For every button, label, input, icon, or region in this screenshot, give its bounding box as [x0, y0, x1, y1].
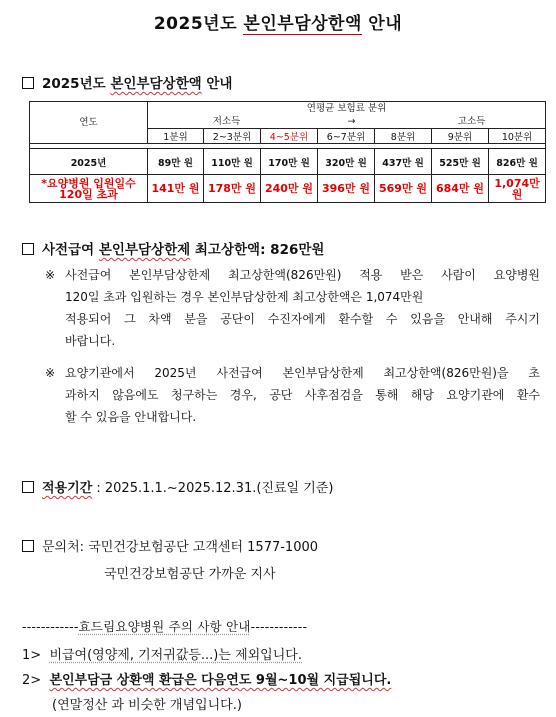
cap-value: 437만 원 [375, 149, 432, 175]
note-mark: ※ [45, 268, 56, 282]
cap-value: 320만 원 [318, 149, 375, 175]
decile-1: 1분위 [148, 129, 204, 144]
title-highlight: 본인부담상한액 [243, 14, 362, 34]
note-line: 과하지 않음에도 청구하는 경우, 공단 사후점검을 통해 해당 요양기관에 환수 [65, 388, 540, 402]
title-suffix: 안내 [361, 14, 403, 34]
checkbox-square-icon [22, 540, 34, 552]
year-header: 연도 [30, 102, 148, 144]
checkbox-square-icon [22, 243, 34, 255]
note-line: 요양기관에서 2025년 사전급여 본인부담상한제 최고상한액(826만원)을 초 [65, 366, 540, 380]
note-line: 120일 초과 입원하는 경우 본인부담상한제 최고상한액은 1,074만원 [65, 290, 424, 304]
contact-line2: 국민건강보험공단 가까운 지사 [104, 567, 276, 582]
note-line: 할 수 있음을 안내합니다. [65, 410, 197, 424]
decile-6-7: 6~7분위 [318, 129, 375, 144]
cap-value: 826만 원 [489, 149, 546, 175]
cap-value: 89만 원 [148, 149, 204, 175]
period-line [22, 477, 333, 496]
decile-8: 8분위 [375, 129, 432, 144]
long-stay-cap-value: 396만 원 [318, 175, 375, 203]
arrow-label: → [347, 116, 356, 127]
decile-4-5: 4~5분위 [261, 129, 318, 144]
note-line: 바랍니다. [65, 334, 116, 348]
long-stay-cap-value: 141만 원 [148, 175, 204, 203]
row-year: 2025년 [30, 149, 148, 175]
decile-10: 10분위 [489, 129, 546, 144]
contact-line [22, 536, 318, 555]
copay-cap-table [29, 101, 546, 203]
contact-line1: 국민건강보험공단 고객센터 1577-1000 [84, 540, 319, 555]
notice-item-2: 2> 본인부담금 상환액 환급은 다음연도 9월~10월 지급됩니다. [22, 673, 392, 688]
notice-title: 효드림요양병원 주의 사항 안내 [78, 619, 251, 634]
decile-9: 9분위 [432, 129, 489, 144]
notice-sub: (연말정산 과 비슷한 개념입니다.) [52, 698, 242, 713]
low-income-label: 저소득 [212, 116, 241, 127]
checkbox-square-icon [22, 481, 34, 493]
contact-label: 문의처: [42, 540, 85, 555]
long-stay-cap-value: 1,074만 원 [489, 175, 546, 203]
long-stay-cap-label: *요양병원 입원일수 120일 초과 [30, 175, 148, 203]
note-1 [45, 264, 540, 352]
page-title [0, 9, 556, 34]
cap-value: 525만 원 [432, 149, 489, 175]
checkbox-square-icon [22, 77, 34, 89]
long-stay-cap-value: 569만 원 [375, 175, 432, 203]
note-line: 적용되어 그 차액 분을 공단이 수진자에게 환수할 수 있음을 안내해 주시기 [65, 312, 540, 326]
period-label: 적용기간 [42, 481, 93, 496]
income-header: 연평균 보험료 분위 [148, 102, 546, 116]
notice-item-1: 1> 비급여(영양제, 기저귀값등...)는 제외입니다. [22, 648, 302, 663]
title-prefix: 2025년도 [153, 14, 244, 34]
decile-2-3: 2~3분위 [204, 129, 261, 144]
note-line: 사전급여 본인부담상한제 최고상한액(826만원) 적용 받은 사람이 요양병원 [65, 268, 540, 282]
notice-heading: ------------효드림요양병원 주의 사항 안내------------ [22, 619, 308, 634]
note-mark: ※ [45, 366, 56, 380]
period-value: : 2025.1.1.~2025.12.31.(진료일 기준) [92, 481, 334, 496]
long-stay-cap-value: 684만 원 [432, 175, 489, 203]
cap-value: 170만 원 [261, 149, 318, 175]
long-stay-cap-value: 178만 원 [204, 175, 261, 203]
cap-value: 110만 원 [204, 149, 261, 175]
long-stay-cap-value: 240만 원 [261, 175, 318, 203]
section-heading-2025: 2025년도 본인부담상한액 안내 [22, 72, 232, 92]
note-2 [45, 362, 540, 428]
section-heading-prepay: 사전급여 본인부담상한제 최고상한액: 826만원 [22, 238, 324, 258]
high-income-label: 고소득 [457, 116, 486, 127]
income-scale [148, 115, 546, 129]
